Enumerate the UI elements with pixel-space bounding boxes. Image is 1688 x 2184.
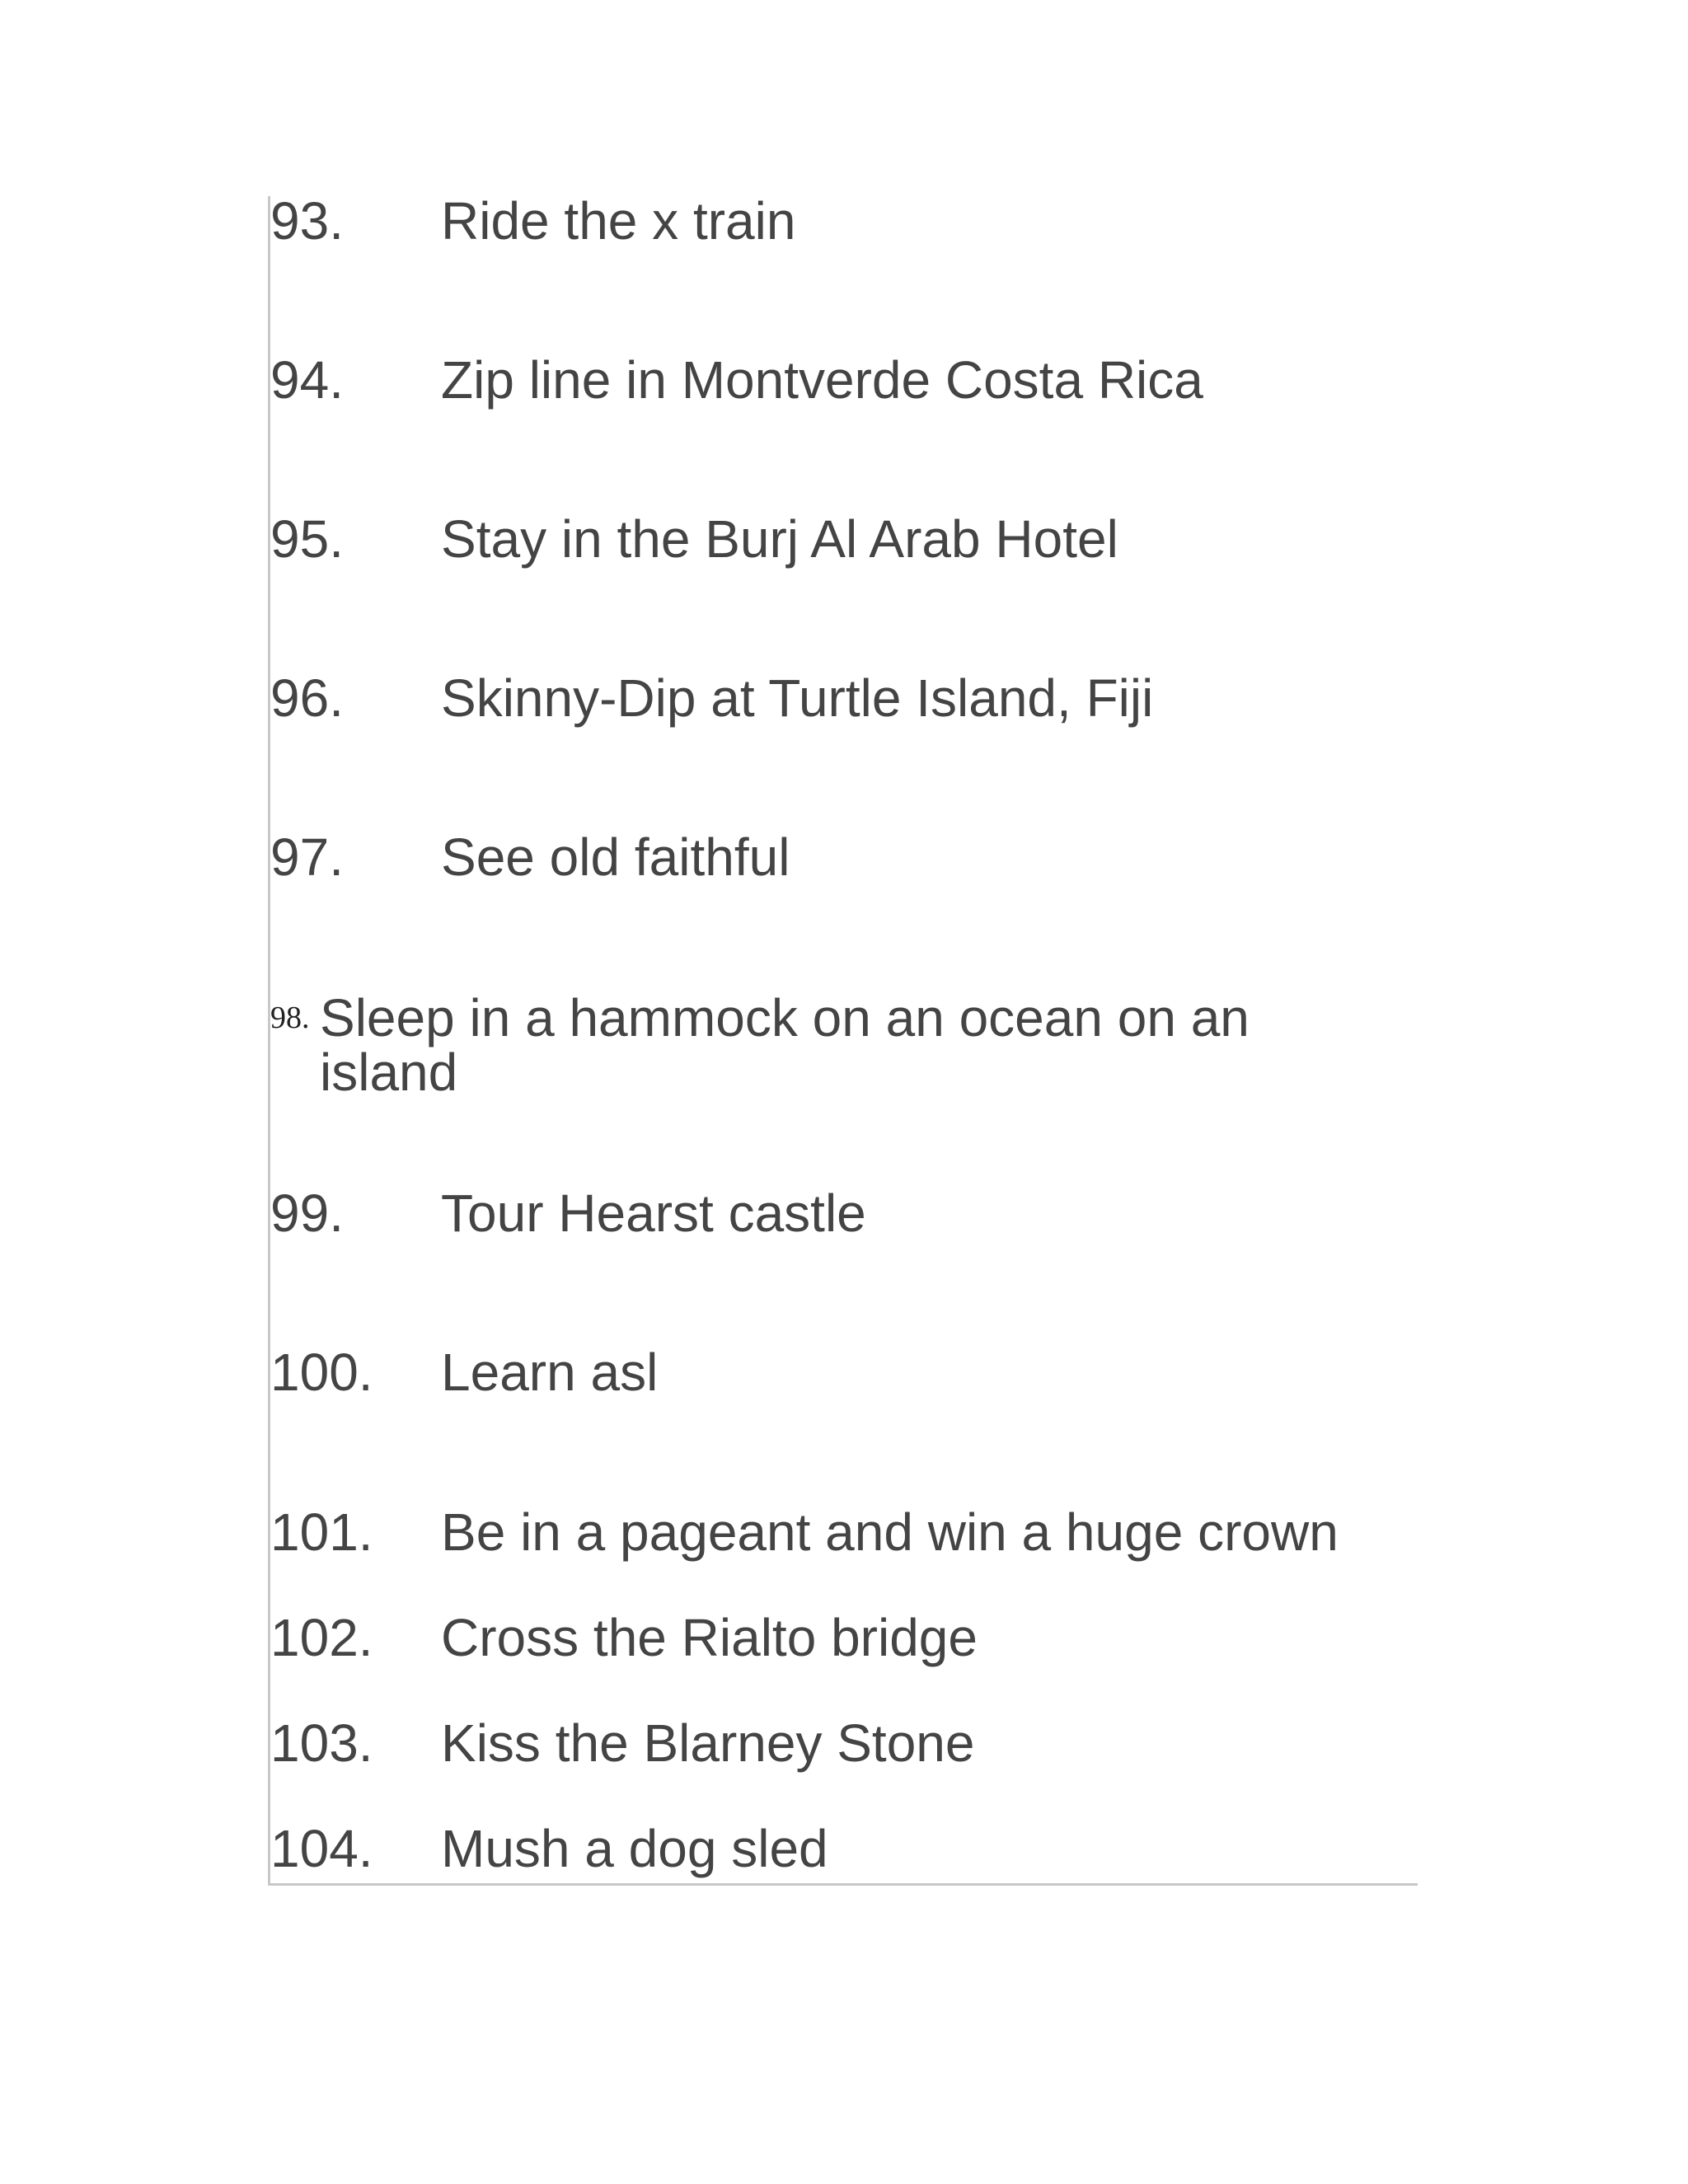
item-number: 101.: [270, 1502, 373, 1562]
item-text: Stay in the Burj Al Arab Hotel: [441, 509, 1118, 569]
item-number: 98.: [270, 1001, 310, 1035]
item-text: Cross the Rialto bridge: [441, 1608, 978, 1667]
item-number: 95.: [270, 509, 344, 569]
item-text: Be in a pageant and win a huge crown: [441, 1502, 1339, 1562]
item-number: 94.: [270, 350, 344, 410]
item-text: Mush a dog sled: [441, 1819, 828, 1878]
item-number: 103.: [270, 1713, 373, 1773]
item-number: 104.: [270, 1819, 373, 1878]
item-number: 102.: [270, 1608, 373, 1667]
item-number: 99.: [270, 1183, 344, 1243]
item-text: Sleep in a hammock on an ocean on an island: [320, 988, 1250, 1102]
item-number: 96.: [270, 668, 344, 728]
item-text: See old faithful: [441, 827, 790, 887]
item-text: Kiss the Blarney Stone: [441, 1713, 975, 1773]
item-text: Skinny-Dip at Turtle Island, Fiji: [441, 668, 1154, 728]
item-text: Tour Hearst castle: [441, 1183, 866, 1243]
item-text: Learn asl: [441, 1343, 659, 1402]
item-text: Ride the x train: [441, 191, 796, 251]
item-text: Zip line in Montverde Costa Rica: [441, 350, 1203, 410]
item-number: 93.: [270, 191, 344, 251]
item-number: 97.: [270, 827, 344, 887]
item-number: 100.: [270, 1343, 373, 1402]
